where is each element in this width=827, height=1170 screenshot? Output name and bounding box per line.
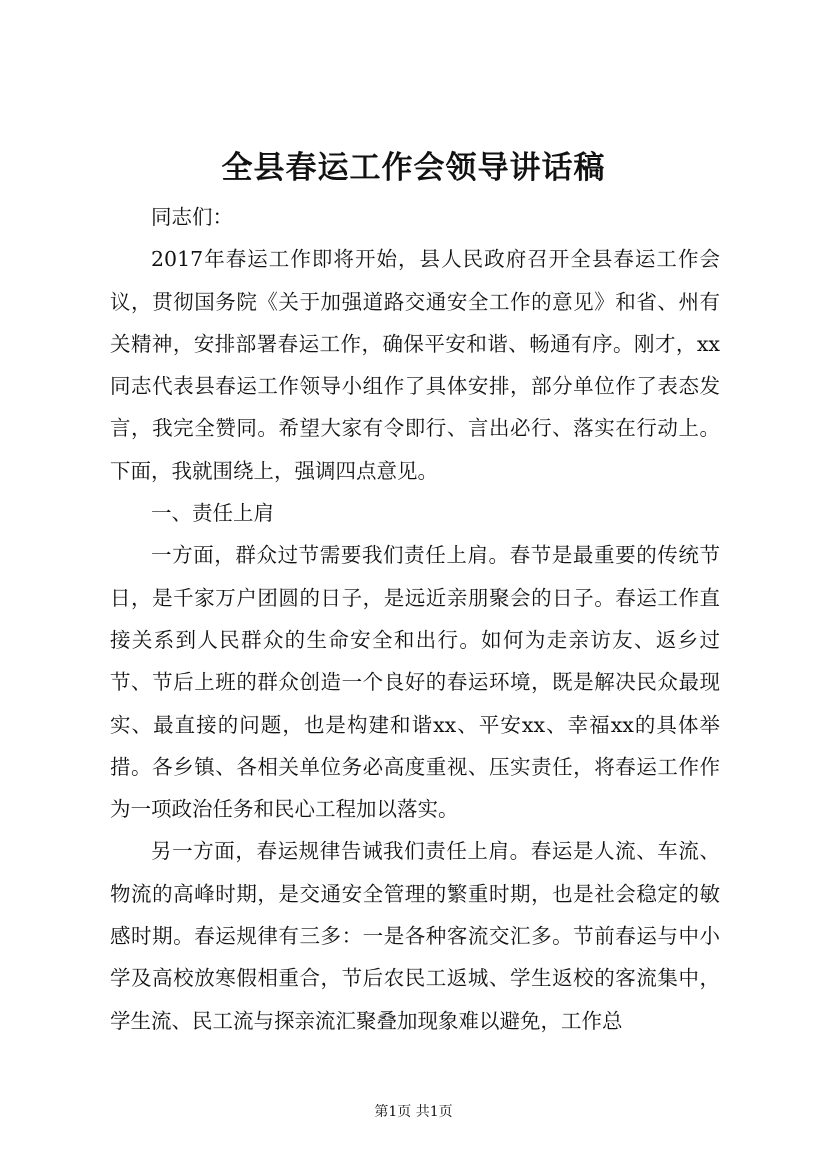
document-body [110,196,720,1042]
body-paragraph: 另一方面，春运规律告诫我们责任上肩。春运是人流、车流、物流的高峰时期，是交通安全管理的繁重时期，也是社会稳定的敏感时期。春运规律有三多：一是各种客流交汇多。节前春运与中小学及高校放寒假相重合，节后农民工返城、学生返校的客流集中，学生流、民工流与探亲流汇聚叠加现象难以避免，工作总 [110,839,720,1033]
document-title: 全县春运工作会领导讲话稿 [221,150,606,186]
body-paragraph: 一方面，群众过节需要我们责任上肩。春节是最重要的传统节日，是千家万户团圆的日子，是远近亲朋聚会的日子。春运工作直接关系到人民群众的生命安全和出行。如何为走亲访友、返乡过节、节后上班的群众创造一个良好的春运环境，既是解决民众最现实、最直接的问题，也是构建和谐xx、平安xx、幸福xx的具体举措。各乡镇、各相关单位务必高度重视、压实责任，将春运工作作为一项政治任务和民心工程加以落实。 [110,543,720,822]
salutation-paragraph: 同志们： [151,205,233,229]
section-heading: 一、责任上肩 [151,501,274,526]
page-footer: 第1页 共1页 [374,1104,453,1120]
body-paragraph: 2017年春运工作即将开始，县人民政府召开全县春运工作会议，贯彻国务院《关于加强道路交通安全工作的意见》和省、州有关精神，安排部署春运工作，确保平安和谐、畅通有序。刚才，xx同志代表县春运工作领导小组作了具体安排，部分单位作了表态发言，我完全赞同。希望大家有令即行、言出必行、落实在行动上。下面，我就围绕上，强调四点意见。 [110,247,720,483]
